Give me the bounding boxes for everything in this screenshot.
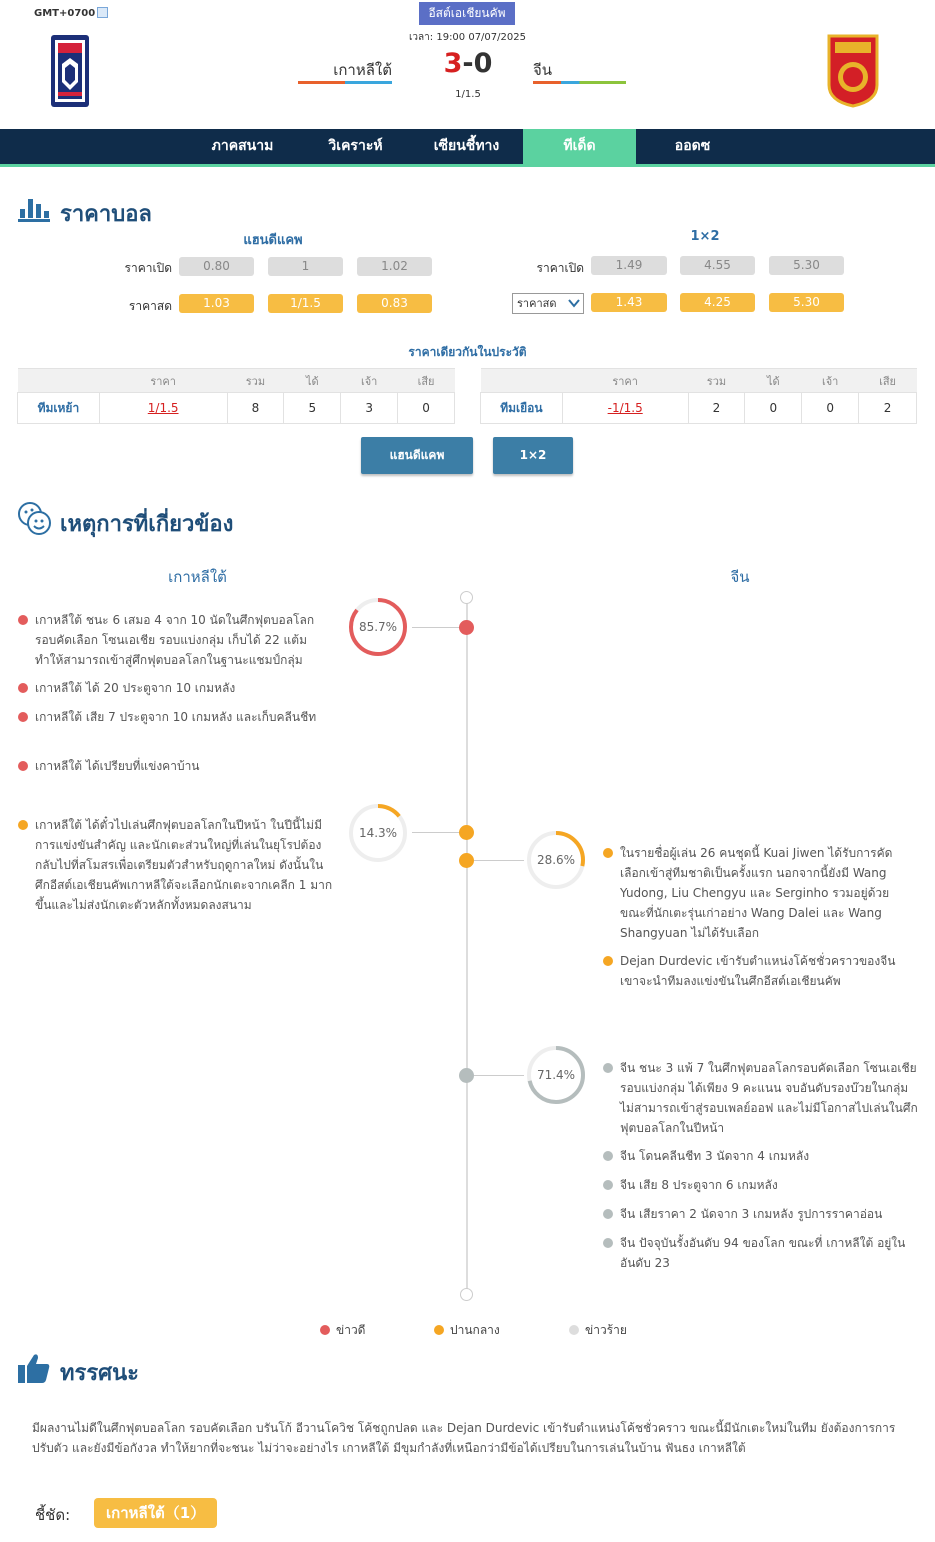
- image-icon: [97, 7, 108, 18]
- timeline-line: [466, 599, 468, 1291]
- col-win: ได้: [745, 369, 802, 393]
- pick-badge: เกาหลีใต้（1）: [94, 1498, 217, 1528]
- timeline-dot-neutral: [459, 853, 474, 868]
- timeline-dot-neutral: [459, 825, 474, 840]
- faces-icon: [17, 501, 51, 535]
- home-team-name[interactable]: เกาหลีใต้: [333, 61, 392, 79]
- col-lose: เสีย: [859, 369, 917, 393]
- timezone[interactable]: GMT+0700: [34, 7, 108, 19]
- tab-field[interactable]: ภาคสนาม: [211, 138, 274, 154]
- away-team-name[interactable]: จีน: [533, 61, 553, 79]
- verdict-text: มีผลงานไม่ดีในศึกฟุตบอลโลก รอบคัดเลือก บรันโก้ อีวานโควิช โค้ชถูกปลด และ Dejan Durdevic เข้ารับตำแหน่งโค้ชชั่วคราว ขณะนี้มีนักเตะใหม่ในทีม ยังต้องการการปรับตัว และยังมีข้อกังวล ทำให้ยากที่จะชนะ ไม่ว่าจะอย่างไร เกาหลีใต้ มีขุมกำลังที่เหนือกว่ามีข้อได้เปรียบในการเล่นในบ้าน ฟันธง เกาหลีใต้: [32, 1421, 896, 1455]
- bad-dot: [603, 1209, 613, 1219]
- list-item: จีน โดนคลีนชีท 3 นัดจาก 4 เกมหลัง: [603, 1146, 918, 1166]
- away-team-underline: [533, 81, 626, 84]
- legend-neutral-dot: [434, 1325, 444, 1335]
- timeline-end: [460, 1288, 473, 1301]
- bad-dot: [603, 1063, 613, 1073]
- table-row: [18, 393, 455, 424]
- home-label: ทีมเหย้า: [18, 393, 100, 424]
- col-draw: เจ้า: [341, 369, 398, 393]
- list-item: เกาหลีใต้ ชนะ 6 เสมอ 4 จาก 10 นัดในศึกฟุตบอลโลก รอบคัดเลือก โซนเอเชีย รอบแบ่งกลุ่ม เก็บได้ 22 แต้ม ทำให้สามารถเข้าสู่ศึกฟุตบอลโลกในฐานะแชมป์กลุ่ม: [18, 610, 333, 670]
- connector: [474, 1075, 524, 1076]
- good-dot: [18, 683, 28, 693]
- home-good-ring: [348, 597, 408, 657]
- good-dot: [18, 615, 28, 625]
- home-team-underline: [298, 81, 392, 84]
- legend-good: ข่าวดี: [320, 1321, 365, 1340]
- tab-odds[interactable]: ออดซ: [674, 138, 711, 154]
- odds-type-value: ราคาสด: [517, 297, 557, 310]
- col-win: ได้: [284, 369, 341, 393]
- home-score: 3: [443, 48, 463, 79]
- away-neutral-ring: [526, 830, 586, 890]
- history-title: ราคาเดียวกันในประวัติ: [408, 345, 527, 359]
- home-good-pct: 85.7%: [358, 620, 398, 634]
- home-neutral-ring: [348, 803, 408, 863]
- x12-live-draw: 4.25: [680, 293, 755, 312]
- home-hist-win: 5: [284, 393, 341, 424]
- legend-bad-dot: [569, 1325, 579, 1335]
- events-home-team: เกาหลีใต้: [168, 568, 227, 586]
- home-hist-draw: 3: [341, 393, 398, 424]
- hcp-open-home: 0.80: [179, 257, 254, 276]
- bar-chart-icon: [18, 195, 50, 223]
- list-item: เกาหลีใต้ เสีย 7 ประตูจาก 10 เกมหลัง และเก็บคลีนชีท: [18, 707, 333, 745]
- list-item: จีน ปัจจุบันรั้งอันดับ 94 ของโลก ขณะที่ เกาหลีใต้ อยู่ในอันดับ 23: [603, 1233, 918, 1273]
- handicap-button[interactable]: แฮนดีแคพ: [361, 437, 473, 474]
- pick-label: ชี้ชัด:: [35, 1506, 71, 1524]
- x12-open-home: 1.49: [591, 256, 667, 275]
- chevron-down-icon: [568, 299, 580, 308]
- hcp-live-home: 1.03: [179, 294, 254, 313]
- away-hist-win: 0: [745, 393, 802, 424]
- col-draw: เจ้า: [802, 369, 859, 393]
- away-bad-pct: 71.4%: [536, 1068, 576, 1082]
- timeline-dot-good: [459, 620, 474, 635]
- away-label: ทีมเยือน: [481, 393, 563, 424]
- away-score: 0: [473, 48, 493, 79]
- list-item: เกาหลีใต้ ได้ 20 ประตูจาก 10 เกมหลัง: [18, 678, 333, 698]
- hcp-live-label: ราคาสด: [128, 299, 172, 313]
- away-bad-ring: [526, 1045, 586, 1105]
- col-total: รวม: [227, 369, 284, 393]
- good-dot: [18, 761, 28, 771]
- hcp-open-label: ราคาเปิด: [124, 261, 172, 275]
- col-total: รวม: [688, 369, 745, 393]
- away-logo: [826, 33, 880, 108]
- odds-title: ราคาบอล: [60, 202, 152, 227]
- league-badge[interactable]: อีสต์เอเชียนคัพ: [419, 2, 515, 25]
- tab-analysis[interactable]: วิเคราะห์: [328, 138, 383, 154]
- x12-live-home: 1.43: [591, 293, 667, 312]
- home-neutral-pct: 14.3%: [358, 826, 398, 840]
- main-nav: [0, 129, 935, 167]
- table-row: [481, 393, 917, 424]
- list-item: เกาหลีใต้ ได้เปรียบที่แข่งคาบ้าน: [18, 756, 333, 776]
- list-item: เกาหลีใต้ ได้ตั๋วไปเล่นศึกฟุตบอลโลกในปีหน้า ในปีนี้ไม่มีการแข่งขันสำคัญ และนักเตะส่วนใหญ่ที่เล่นในยุโรปต้องกลับไปที่สโมสรเพื่อเตรียมตัวสำหรับฤดูกาลใหม่ ดังนั้นในศึกอีสต์เอเชียนคัพเกาหลีใต้จะเลือกนักเตะจากเคลีก 1 มากขึ้นและไม่ส่งนักเตะตัวหลักทั้งหมดลงสนาม: [18, 815, 333, 915]
- away-hist-price[interactable]: -1/1.5: [562, 393, 688, 424]
- away-hist-total: 2: [688, 393, 745, 424]
- home-history-table: [17, 368, 455, 424]
- home-hist-lose: 0: [398, 393, 455, 424]
- connector: [474, 860, 524, 861]
- score: [430, 48, 506, 79]
- away-hist-draw: 0: [802, 393, 859, 424]
- hcp-live-away: 0.83: [357, 294, 432, 313]
- legend-good-dot: [320, 1325, 330, 1335]
- list-item: ในรายชื่อผู้เล่น 26 คนชุดนี้ Kuai Jiwen ได้รับการคัดเลือกเข้าสู่ทีมชาติเป็นครั้งแรก นอกจากนี้ยังมี Wang Yudong, Liu Chengyu และ Serginho รวมอยู่ด้วย ขณะที่นักเตะรุ่นเก่าอย่าง Wang Dalei และ Wang Shangyuan ไม่ได้รับเลือก: [603, 843, 918, 943]
- neutral-dot: [603, 956, 613, 966]
- hcp-open-line: 1: [268, 257, 343, 276]
- col-lose: เสีย: [398, 369, 455, 393]
- events-title: เหตุการที่เกี่ยวข้อง: [60, 512, 234, 537]
- timeline-dot-bad: [459, 1068, 474, 1083]
- legend-bad: ข่าวร้าย: [569, 1321, 627, 1340]
- tab-expert-tips[interactable]: เซียนชี้ทาง: [433, 138, 500, 154]
- col-price: ราคา: [562, 369, 688, 393]
- match-time: เวลา: 19:00 07/07/2025: [409, 32, 526, 43]
- home-hist-price[interactable]: 1/1.5: [99, 393, 227, 424]
- x12-subtitle: 1×2: [690, 229, 720, 244]
- list-item: จีน เสียราคา 2 นัดจาก 3 เกมหลัง รูปการราคาอ่อน: [603, 1204, 918, 1224]
- bad-dot: [603, 1151, 613, 1161]
- x12-button[interactable]: 1×2: [493, 437, 573, 474]
- connector: [412, 832, 460, 833]
- tab-best-bets[interactable]: ทีเด็ด: [523, 129, 636, 164]
- away-history-table: [480, 368, 917, 424]
- hcp-live-line: 1/1.5: [268, 294, 343, 313]
- list-item: จีน ชนะ 3 แพ้ 7 ในศึกฟุตบอลโลกรอบคัดเลือก โซนเอเชีย รอบแบ่งกลุ่ม ได้เพียง 9 คะแนน จบอันดับรองบ๊วยในกลุ่ม ไม่สามารถเข้าสู่รอบเพลย์ออฟ และไม่มีโอกาสไปเล่นในศึกฟุตบอลโลกในปีหน้า: [603, 1058, 918, 1138]
- x12-open-draw: 4.55: [680, 256, 755, 275]
- events-away-team: จีน: [730, 568, 750, 586]
- x12-live-away: 5.30: [769, 293, 844, 312]
- list-item: จีน เสีย 8 ประตูจาก 6 เกมหลัง: [603, 1175, 918, 1195]
- away-neutral-pct: 28.6%: [536, 853, 576, 867]
- neutral-dot: [603, 848, 613, 858]
- score-separator: -: [462, 48, 474, 79]
- legend-neutral: ปานกลาง: [434, 1321, 500, 1340]
- odds-type-select[interactable]: [512, 293, 584, 314]
- x12-open-label: ราคาเปิด: [536, 261, 584, 275]
- match-handicap: 1/1.5: [455, 89, 481, 100]
- away-hist-lose: 2: [859, 393, 917, 424]
- x12-open-away: 5.30: [769, 256, 844, 275]
- verdict-title: ทรรศนะ: [60, 1361, 139, 1386]
- timeline-start: [460, 591, 473, 604]
- bad-dot: [603, 1238, 613, 1248]
- hcp-open-away: 1.02: [357, 257, 432, 276]
- list-item: Dejan Durdevic เข้ารับตำแหน่งโค้ชชั่วคราวของจีน เขาจะนำทีมลงแข่งขันในศึกอีสต์เอเชียนคัพ: [603, 951, 918, 991]
- handicap-subtitle: แฮนดีแคพ: [243, 233, 303, 248]
- bad-dot: [603, 1180, 613, 1190]
- home-hist-total: 8: [227, 393, 284, 424]
- thumbs-up-icon: [17, 1351, 51, 1385]
- neutral-dot: [18, 820, 28, 830]
- good-dot: [18, 712, 28, 722]
- home-logo: [50, 34, 90, 108]
- connector: [412, 627, 460, 628]
- col-price: ราคา: [99, 369, 227, 393]
